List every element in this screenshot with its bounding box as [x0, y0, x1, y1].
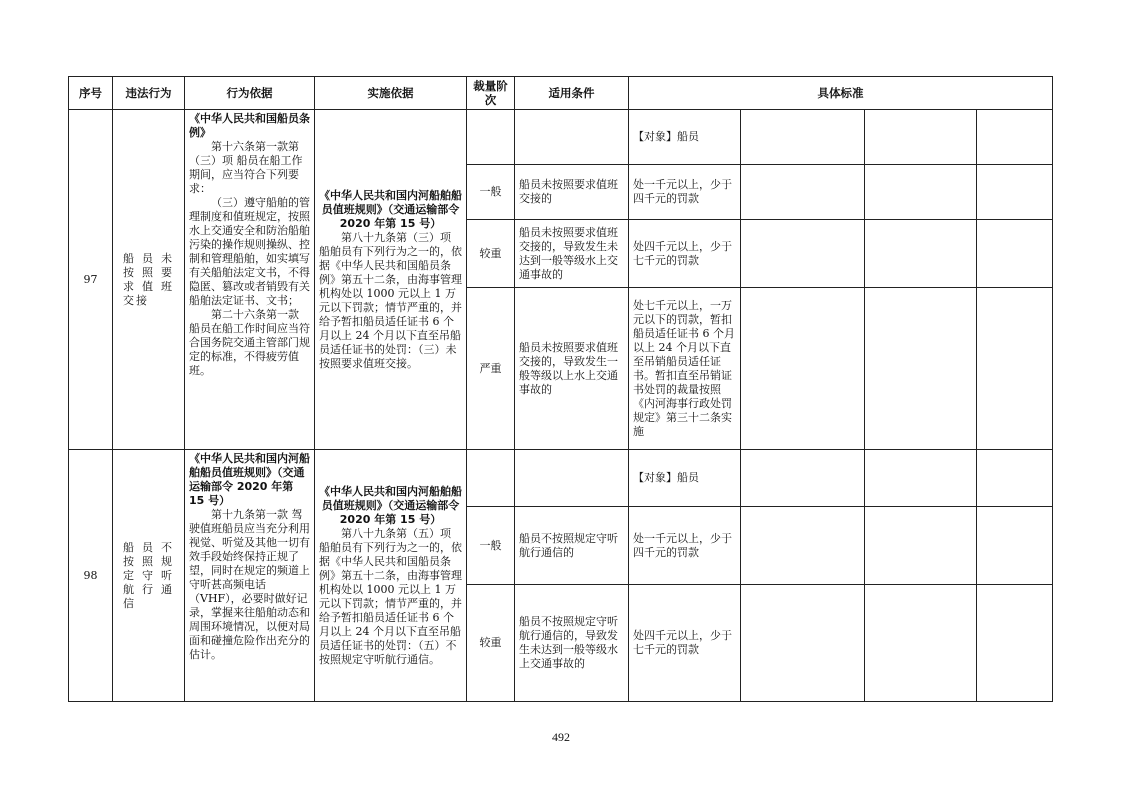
header-std: 具体标准 — [629, 77, 1053, 110]
cond-cell — [515, 110, 629, 165]
row-impl — [315, 450, 467, 702]
basis-paragraph: 第十六条第一款第（三）项 船员在船工作期间，应当符合下列要求： — [189, 140, 303, 195]
std-empty — [977, 507, 1053, 585]
std-empty — [865, 585, 977, 702]
std-empty — [741, 507, 865, 585]
penalty-table — [68, 76, 1053, 702]
row-basis — [185, 110, 315, 450]
std-object: 【对象】船员 — [629, 110, 741, 165]
std-cell: 处一千元以上，少于四千元的罚款 — [629, 165, 741, 220]
impl-title: 《中华人民共和国内河船舶船员值班规则》（交通运输部令 2020 年第 15 号） — [319, 484, 462, 526]
std-empty — [977, 220, 1053, 288]
std-empty — [865, 110, 977, 165]
header-row — [69, 77, 1053, 110]
std-empty — [741, 220, 865, 288]
std-empty — [865, 507, 977, 585]
row-impl — [315, 110, 467, 450]
row-act: 船员未按照要求值班交接 — [113, 110, 185, 450]
header-basis: 行为依据 — [185, 77, 315, 110]
header-cond: 适用条件 — [515, 77, 629, 110]
header-impl: 实施依据 — [315, 77, 467, 110]
cond-cell: 船员未按照要求值班交接的，导致发生未达到一般等级水上交通事故的 — [515, 220, 629, 288]
basis-paragraph: 第二十六条第一款 船员在船工作时间应当符合国务院交通主管部门规定的标准，不得疲劳值班。 — [189, 308, 310, 377]
std-cell: 处一千元以上，少于四千元的罚款 — [629, 507, 741, 585]
row-seq: 97 — [69, 110, 113, 450]
row-act: 船员不按照规定守听航行通信 — [113, 450, 185, 702]
cond-cell: 船员不按照规定守听航行通信的，导致发生未达到一般等级水上交通事故的 — [515, 585, 629, 702]
impl-paragraph: 第八十九条第（三）项 船舶员有下列行为之一的，依据《中华人民共和国船员条例》第五十二条，由海事管理机构处以 1000 元以上 1 万元以下罚款；情节严重的，并给予暂扣船员适任证书 6 个月以上 24 个月以下直至吊船员适任证书的处罚：（三）未按照要求值班交接。 — [319, 230, 462, 370]
header-act: 违法行为 — [113, 77, 185, 110]
std-empty — [741, 450, 865, 507]
header-level: 裁量阶次 — [467, 77, 515, 110]
table-row — [69, 450, 1053, 507]
std-empty — [865, 450, 977, 507]
std-empty — [741, 288, 865, 450]
std-empty — [865, 165, 977, 220]
std-empty — [741, 585, 865, 702]
std-object: 【对象】船员 — [629, 450, 741, 507]
std-cell: 处四千元以上，少于七千元的罚款 — [629, 220, 741, 288]
std-empty — [741, 165, 865, 220]
std-empty — [741, 110, 865, 165]
cond-cell: 船员未按照要求值班交接的，导致发生一般等级以上水上交通事故的 — [515, 288, 629, 450]
impl-paragraph: 第八十九条第（五）项 船舶员有下列行为之一的，依据《中华人民共和国船员条例》第五十二条，由海事管理机构处以 1000 元以上 1 万元以下罚款；情节严重的，并给予暂扣船员适任证书 6 个月以上 24 个月以下直至吊船员适任证书的处罚：（五）不按照规定守听航行通信。 — [319, 526, 462, 666]
cond-cell: 船员未按照要求值班交接的 — [515, 165, 629, 220]
level-cell: 一般 — [467, 507, 515, 585]
level-cell: 较重 — [467, 220, 515, 288]
std-empty — [865, 220, 977, 288]
basis-title: 《中华人民共和国内河船舶船员值班规则》（交通运输部令 2020 年第 15 号） — [189, 452, 310, 507]
level-cell: 较重 — [467, 585, 515, 702]
std-cell: 处七千元以上，一万元以下的罚款，暂扣船员适任证书 6 个月以上 24 个月以下直至吊销船员适任证书。暂扣直至吊销证书处罚的裁量按照《内河海事行政处罚规定》第三十二条实施 — [629, 288, 741, 450]
table-row — [69, 110, 1053, 165]
row-basis — [185, 450, 315, 702]
cond-cell — [515, 450, 629, 507]
level-cell — [467, 110, 515, 165]
std-empty — [977, 585, 1053, 702]
level-cell: 一般 — [467, 165, 515, 220]
std-empty — [865, 288, 977, 450]
basis-paragraph: 第十九条第一款 驾驶值班船员应当充分利用视觉、听觉及其他一切有效手段始终保持正规了望，同时在规定的频道上守听甚高频电话（VHF），必要时做好记录，掌握来往船舶动态和周围环境情况，以便对局面和碰撞危险作出充分的估计。 — [189, 508, 310, 661]
cond-cell: 船员不按照规定守听航行通信的 — [515, 507, 629, 585]
std-cell: 处四千元以上，少于七千元的罚款 — [629, 585, 741, 702]
basis-paragraph: （三）遵守船舶的管理制度和值班规定，按照水上交通安全和防治船舶污染的操作规则操纵、控制和管理船舶，如实填写有关船舶法定文书，不得隐匿、篡改或者销毁有关船舶法定证书、文书； — [189, 196, 310, 307]
std-empty — [977, 288, 1053, 450]
std-empty — [977, 450, 1053, 507]
level-cell — [467, 450, 515, 507]
level-cell: 严重 — [467, 288, 515, 450]
header-seq: 序号 — [69, 77, 113, 110]
basis-title: 《中华人民共和国船员条例》 — [189, 112, 310, 139]
row-seq: 98 — [69, 450, 113, 702]
std-empty — [977, 165, 1053, 220]
std-empty — [977, 110, 1053, 165]
page-number: 492 — [552, 730, 570, 744]
impl-title: 《中华人民共和国内河船舶船员值班规则》（交通运输部令 2020 年第 15 号） — [319, 188, 462, 230]
